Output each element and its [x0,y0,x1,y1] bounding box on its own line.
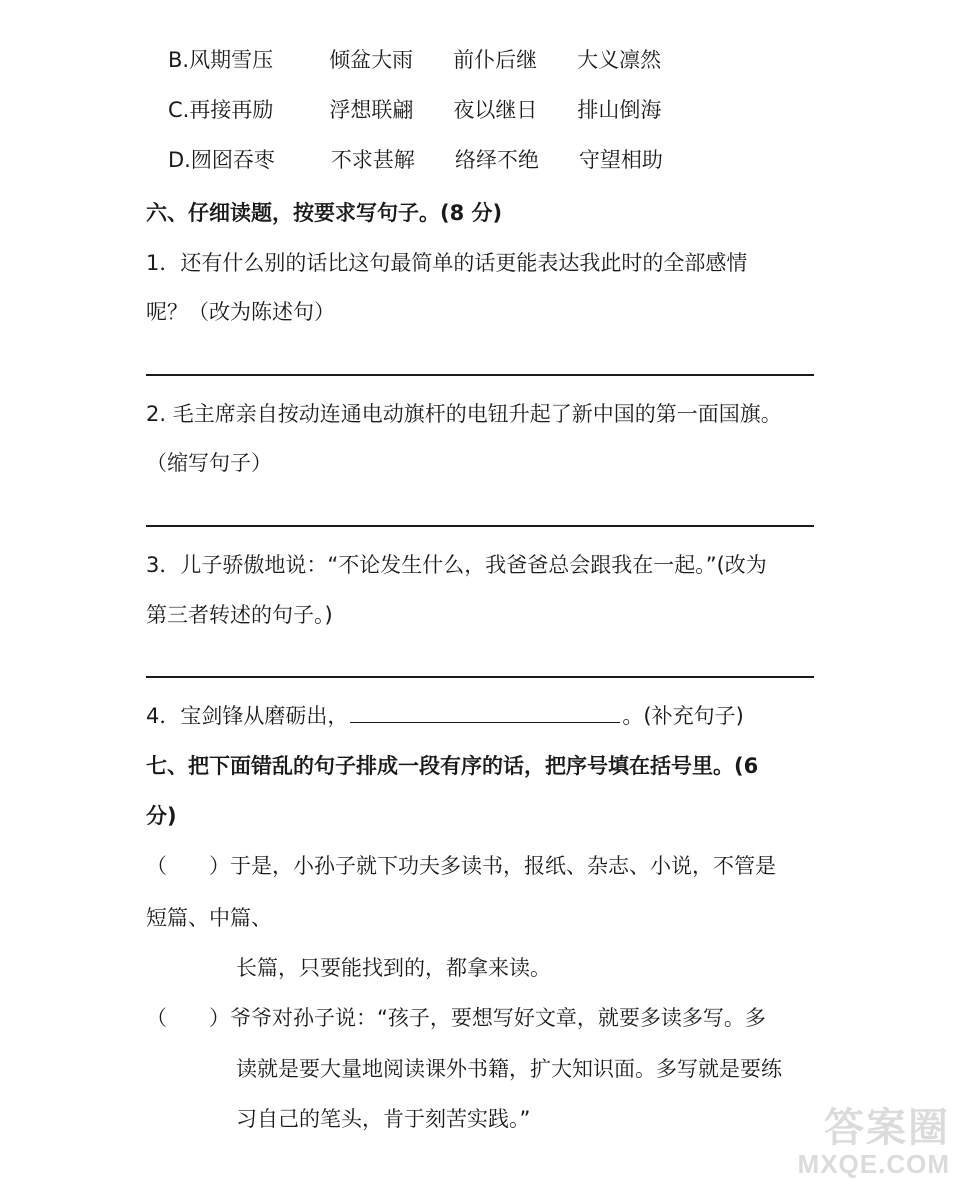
option-word: 浮想联翩 [329,98,414,122]
option-word: 大义凛然 [577,48,662,72]
watermark-cn: 答案圈 [824,1105,950,1151]
question-4 [146,700,744,731]
option-word: 夜以继日 [453,98,538,122]
question-3-answer-line[interactable] [146,676,814,678]
question-4-blank[interactable] [350,700,620,723]
section-7-heading-cont: 分) [146,804,177,828]
option-word: 囫囵吞枣 [190,148,275,172]
option-word: 守望相助 [578,148,663,172]
option-letter: B. [168,48,190,72]
sentence-2-text: 爷爷对孙子说：“孩子，要想写好文章，就要多读多写。多 [230,1006,766,1030]
order-paren-2[interactable]: （ ） [146,1006,230,1030]
option-word: 前仆后继 [453,48,538,72]
option-word: 不求甚解 [330,148,415,172]
question-2-answer-line[interactable] [146,525,814,527]
option-word: 风期雪压 [189,48,274,72]
sentence-1 [146,851,776,881]
question-2-text: 2. 毛主席亲自按动连通电动旗杆的电钮升起了新中国的第一面国旗。 [146,402,782,426]
watermark-logo [798,1096,950,1180]
question-1-text: 1．还有什么别的话比这句最简单的话更能表达我此时的全部感情 [146,251,748,275]
question-3-text: 3．儿子骄傲地说：“不论发生什么，我爸爸总会跟我在一起。”(改为 [146,553,767,577]
option-word: 倾盆大雨 [329,48,414,72]
question-4-suffix: 。(补充句子) [622,704,744,728]
question-4-prefix: 4．宝剑锋从磨砺出， [146,704,349,728]
section-7-heading: 七、把下面错乱的句子排成一段有序的话，把序号填在括号里。(6 [146,754,759,778]
option-letter: D. [168,148,191,172]
order-paren-1[interactable]: （ ） [146,854,230,878]
sentence-2 [146,1003,766,1033]
question-1-text-cont: 呢？（改为陈述句） [146,300,335,324]
option-d [168,145,663,175]
sentence-1-cont: 短篇、中篇、 [146,906,272,930]
watermark-en: MXQE.COM [797,1149,950,1179]
option-word: 再接再励 [189,98,274,122]
option-b [168,45,661,75]
question-1-answer-line[interactable] [146,374,814,376]
option-letter: C. [168,98,190,122]
sentence-1-cont-2: 长篇，只要能找到的，都拿来读。 [236,956,551,980]
sentence-2-cont: 读就是要大量地阅读课外书籍，扩大知识面。多写就是要练 [236,1057,782,1081]
sentence-1-text: 于是，小孙子就下功夫多读书，报纸、杂志、小说，不管是 [230,854,776,878]
question-2-text-cont: （缩写句子） [146,451,272,475]
option-c [168,95,661,125]
question-3-text-cont: 第三者转述的句子。) [146,603,333,627]
sentence-2-cont-2: 习自己的笔头，肯于刻苦实践。” [236,1107,531,1131]
section-6-heading: 六、仔细读题，按要求写句子。(8 分) [146,201,503,225]
option-word: 排山倒海 [577,98,662,122]
option-word: 络绎不绝 [454,148,539,172]
